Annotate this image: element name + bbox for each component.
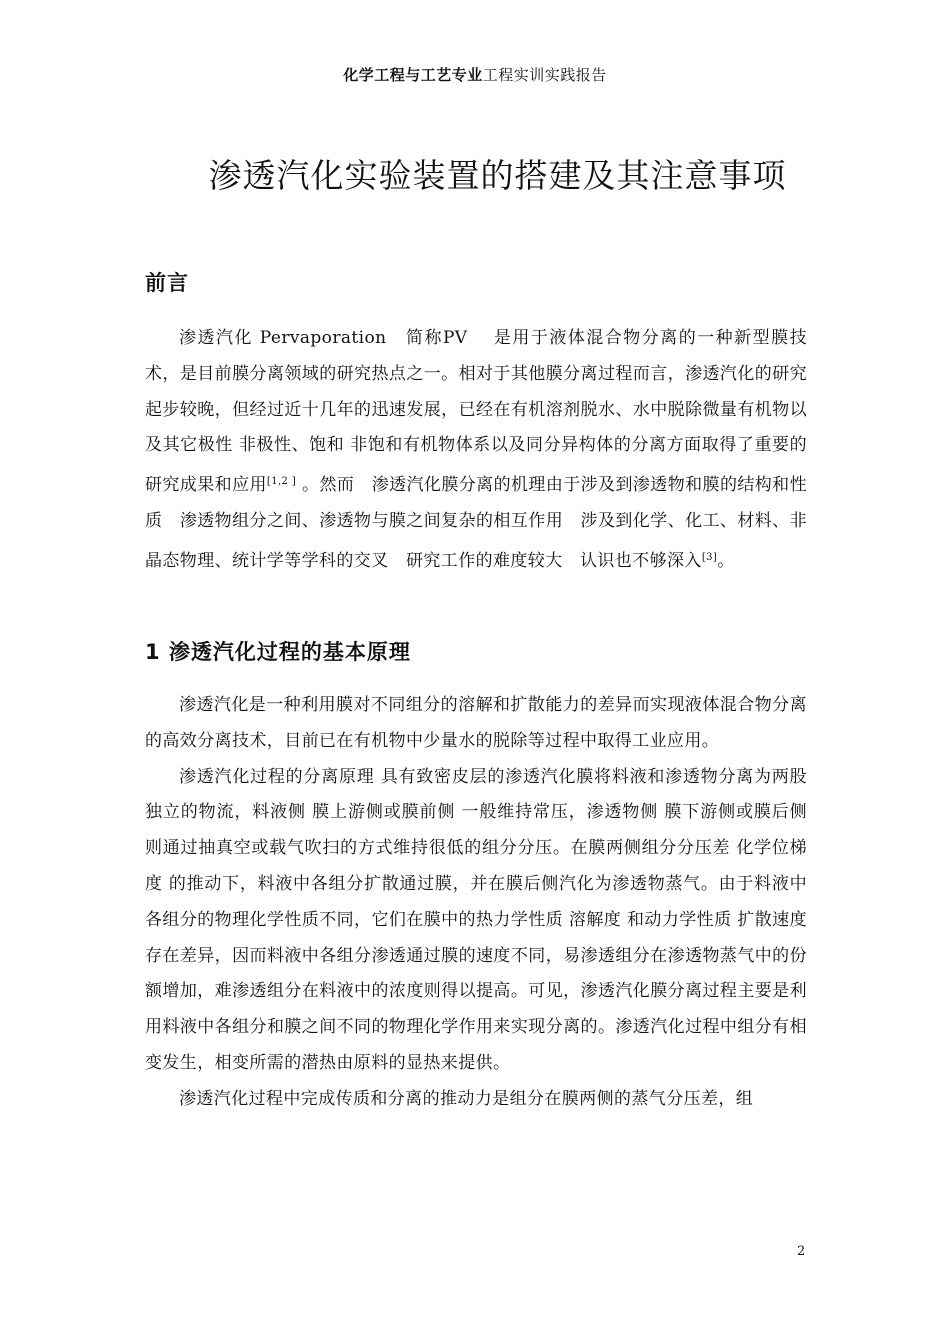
section-1-paragraph-1: 渗透汽化是一种利用膜对不同组分的溶解和扩散能力的差异而实现液体混合物分离的高效分离技术，目前已在有机物中少量水的脱除等过程中取得工业应用。 <box>145 695 807 751</box>
preface-text-c: 。 <box>717 550 735 571</box>
section-1-paragraph-3: 渗透汽化过程中完成传质和分离的推动力是组分在膜两侧的蒸气分压差，组 <box>179 1088 754 1109</box>
section-1-paragraph-2: 渗透汽化过程的分离原理 具有致密皮层的渗透汽化膜将料液和渗透物分离为两股独立的物流，料液侧 膜上游侧或膜前侧 一般维持常压，渗透物侧 膜下游侧或膜后侧 则通过抽真空或载气吹扫的方式维持很低的组分分压。在膜两侧组分分压差 化学位梯度 的推动下，料液中各组分扩散通过膜，并在膜后侧汽化为渗透物蒸气。由于料液中各组分的物理化学性质不同，它们在膜中的热力学性质 溶解度 和动力学性质 扩散速度 存在差异，因而料液中各组分渗透通过膜的速度不同，易渗透组分在渗透物蒸气中的份额增加，难渗透组分在料液中的浓度则得以提高。可见，渗透汽化膜分离过程主要是利用料液中各组分和膜之间不同的物理化学作用来实现分离的。渗透汽化过程中组分有相变发生，相变所需的潜热由原料的显热来提供。 <box>145 766 807 1073</box>
header-normal: 工程实训实践报告 <box>482 66 607 84</box>
header-bold: 化学工程与工艺专业 <box>343 66 483 84</box>
running-header <box>0 64 950 85</box>
preface-text-a: 渗透汽化 Pervaporation 简称PV 是用于液体混合物分离的一种新型膜技术，是目前膜分离领域的研究热点之一。相对于其他膜分离过程而言，渗透汽化的研究起步较晚，但经过近十几年的迅速发展，已经在有机溶剂脱水、水中脱除微量有机物以及其它极性 非极性、饱和 非饱和有机物体系以及同分异构体的分离方面取得了重要的研究成果和应用 <box>145 328 807 496</box>
preface-body <box>145 321 807 580</box>
preface-heading: 前言 <box>145 271 189 295</box>
preface-paragraph <box>145 321 807 580</box>
citation-ref: [1,2 ] <box>266 476 297 488</box>
preface-text-b: 。然而 渗透汽化膜分离的机理由于涉及到渗透物和膜的结构和性质 渗透物组分之间、渗透物与膜之间复杂的相互作用 涉及到化学、化工、材料、非晶态物理、统计学等学科的交叉 研究工作的难度较大 认识也不够深入 <box>145 475 808 571</box>
citation-ref: [3] <box>701 551 718 563</box>
document-title: 渗透汽化实验装置的搭建及其注意事项 <box>208 156 787 195</box>
page-number: 2 <box>797 1244 806 1259</box>
section-1-heading: 1 渗透汽化过程的基本原理 <box>145 640 411 664</box>
section-1-body <box>145 688 807 1118</box>
